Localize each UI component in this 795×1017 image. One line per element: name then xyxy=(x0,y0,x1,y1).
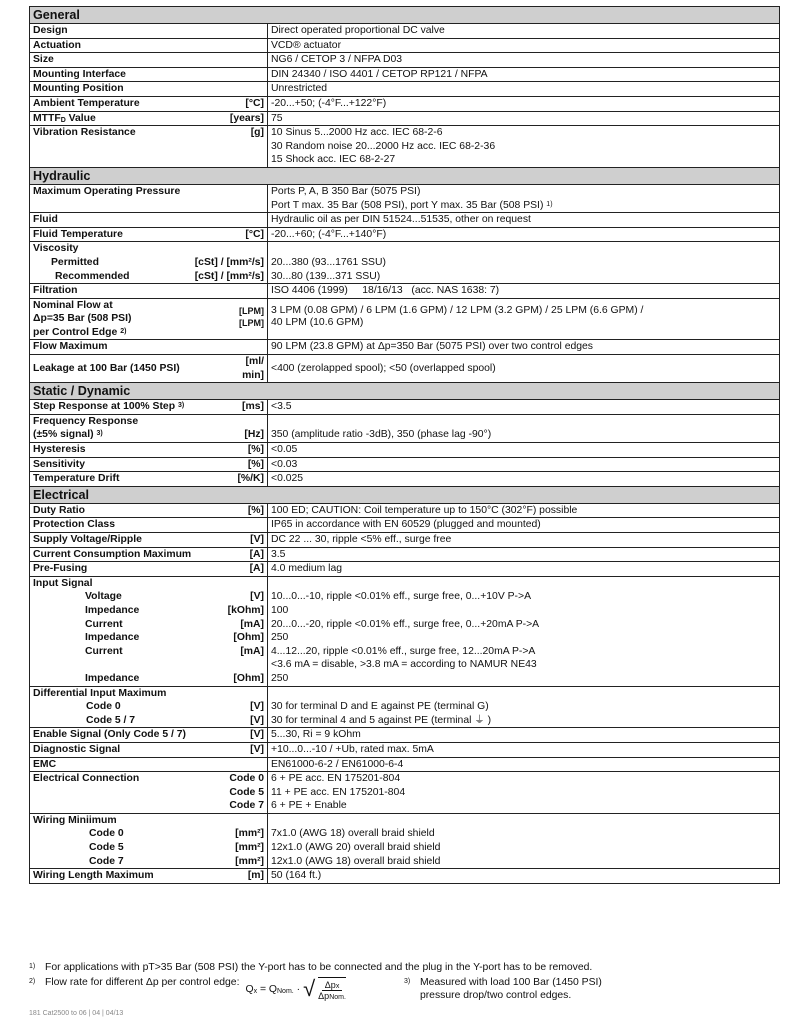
row-design: Design Direct operated proportional DC valve xyxy=(30,24,780,39)
row-current-consumption: Current Consumption Maximum [A] 3.5 xyxy=(30,547,780,562)
sqrt-icon: √ xyxy=(303,976,316,1001)
row-enable-signal: Enable Signal (Only Code 5 / 7) [V] 5...30, Ri = 9 kOhm xyxy=(30,728,780,743)
row-duty-ratio: Duty Ratio [%] 100 ED; CAUTION: Coil temperature up to 150°C (302°F) possible xyxy=(30,503,780,518)
row-supply-voltage: Supply Voltage/Ripple [V] DC 22 ... 30, ripple <5% eff., surge free xyxy=(30,533,780,548)
row-fluid: Fluid Hydraulic oil as per DIN 51524...51535, other on request xyxy=(30,213,780,228)
row-vibration: Vibration Resistance [g] 10 Sinus 5...2000 Hz acc. IEC 68-2-6 30 Random noise 20...2000 Hz acc. IEC 68-2-36 15 Shock acc. IEC 68-2-27 xyxy=(30,126,780,168)
footnote-3: 3) Measured with load 100 Bar (1450 PSI) pressure drop/two control edges. xyxy=(403,977,602,1001)
section-hydraulic: Hydraulic xyxy=(30,167,780,184)
mttf-label: MTTFD Value xyxy=(33,112,96,124)
row-mounting-interface: Mounting Interface DIN 24340 / ISO 4401 / CETOP RP121 / NFPA xyxy=(30,67,780,82)
row-protection-class: Protection Class IP65 in accordance with EN 60529 (plugged and mounted) xyxy=(30,518,780,533)
row-filtration: Filtration ISO 4406 (1999) 18/16/13 (acc. NAS 1638: 7) xyxy=(30,284,780,299)
spec-sheet xyxy=(29,6,780,884)
row-viscosity: Viscosity Permitted [cSt] / [mm²/s] Recommended [cSt] / [mm²/s] 20...380 (93...1761 SSU) 30...80 (139...371 SSU) xyxy=(30,242,780,284)
row-pre-fusing: Pre-Fusing [A] 4.0 medium lag xyxy=(30,562,780,577)
footnote-2: 2) Flow rate for different Δp per control edge: Qx = QNom. · √ $\frac{\Delta p_x}{\Delta p_{Nom.}}$ 3) Measured with load 100 Bar (1450 PSI) pressure drop/two control edges. xyxy=(29,976,602,1001)
spec-table xyxy=(29,6,780,884)
page-footer: 181 Cat2500 to 06 | 04 | 04/13 xyxy=(29,1010,124,1017)
row-mounting-position: Mounting Position Unrestricted xyxy=(30,82,780,97)
row-emc: EMC EN61000-6-2 / EN61000-6-4 xyxy=(30,757,780,772)
row-leakage: Leakage at 100 Bar (1450 PSI) [ml/ min] <400 (zerolapped spool); <50 (overlapped spool) xyxy=(30,355,780,383)
footnotes xyxy=(29,961,780,1002)
row-temperature-drift: Temperature Drift [%/K] <0.025 xyxy=(30,472,780,487)
row-step-response: Step Response at 100% Step $^{3)}$ [ms] <3.5 xyxy=(30,400,780,415)
row-actuation: Actuation VCD® actuator xyxy=(30,38,780,53)
section-static-dynamic: Static / Dynamic xyxy=(30,383,780,400)
row-ambient-temperature: Ambient Temperature [°C] -20...+50; (-4°F...+122°F) xyxy=(30,96,780,111)
row-electrical-connection: Electrical Connection Code 0 Code 5 Code 7 6 + PE acc. EN 175201-804 11 + PE acc. EN 175201-804 6 + PE + Enable xyxy=(30,772,780,814)
row-input-signal: Input Signal Voltage [V] Impedance [kOhm] Current [mA] Impedance [Ohm] Current [mA] Impedance [Ohm] 10...0...-10, ripple <0.01% eff., surge free, 0...+10V P->A 100 20...0...-20, ripple <0.01% eff., surge free, 0...+20mA P->A 250 4...12...20, ripple <0.01% eff., surge free, 12...20mA P->A <3.6 mA = disable, >3.8 mA = according to NAMUR NE43 250 xyxy=(30,576,780,686)
flow-formula: Qx = QNom. · √ $\frac{\Delta p_x}{\Delta p_{Nom.}}$ xyxy=(245,976,346,1001)
row-wiring-minimum: Wiring Miniimum Code 0 [mm²] Code 5 [mm²] Code 7 [mm²] 7x1.0 (AWG 18) overall braid shield 12x1.0 (AWG 20) overall braid shield 12x1.0 (AWG 18) overall braid shield xyxy=(30,813,780,868)
row-diagnostic-signal: Diagnostic Signal [V] +10...0...-10 / +Ub, rated max. 5mA xyxy=(30,742,780,757)
row-wiring-length: Wiring Length Maximum [m] 50 (164 ft.) xyxy=(30,869,780,884)
row-sensitivity: Sensitivity [%] <0.03 xyxy=(30,457,780,472)
row-nominal-flow: Nominal Flow at Δp=35 Bar (508 PSI) per Control Edge $^{2)}$ [LPM] [LPM] 3 LPM (0.08 GPM) / 6 LPM (1.6 GPM) / 12 LPM (3.2 GPM) / 25 LPM (6.6 GPM) / 40 LPM (10.6 GPM) xyxy=(30,298,780,340)
row-frequency-response: Frequency Response (±5% signal) $^{3)}$ [Hz] 350 (amplitude ratio -3dB), 350 (phase lag -90°) xyxy=(30,414,780,442)
row-differential-input: Differential Input Maximum Code 0 [V] Code 5 / 7 [V] 30 for terminal D and E against PE (terminal G) 30 for terminal 4 and 5 against PE (terminal ⏚ ) xyxy=(30,686,780,728)
row-size: Size NG6 / CETOP 3 / NFPA D03 xyxy=(30,53,780,68)
row-fluid-temperature: Fluid Temperature [°C] -20...+60; (-4°F...+140°F) xyxy=(30,227,780,242)
section-electrical: Electrical xyxy=(30,486,780,503)
section-general: General xyxy=(30,7,780,24)
footnote-1: 1) For applications with pT>35 Bar (508 PSI) the Y-port has to be connected and the plug in the Y-port has to be removed. xyxy=(29,962,593,973)
row-max-pressure: Maximum Operating Pressure Ports P, A, B 350 Bar (5075 PSI) Port T max. 35 Bar (508 PSI), port Y max. 35 Bar (508 PSI) $^{1)}$ xyxy=(30,184,780,212)
row-flow-maximum: Flow Maximum 90 LPM (23.8 GPM) at Δp=350 Bar (5075 PSI) over two control edges xyxy=(30,340,780,355)
row-mttf: MTTFD Value [years] 75 xyxy=(30,111,780,126)
row-hysteresis: Hysteresis [%] <0.05 xyxy=(30,443,780,458)
